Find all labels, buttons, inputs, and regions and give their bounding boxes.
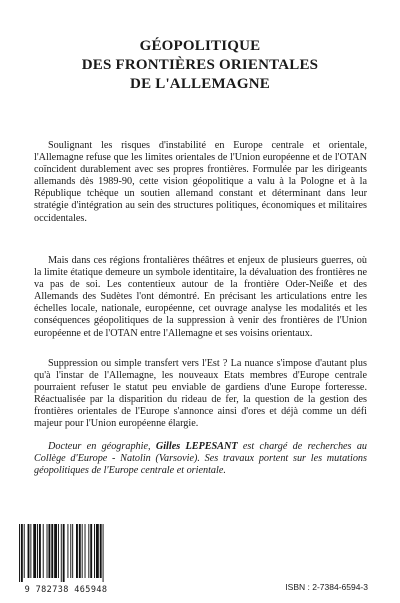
author-name: Gilles LEPESANT (155, 441, 238, 452)
barcode-bar (88, 524, 89, 578)
barcode-bar (103, 524, 104, 582)
book-title (0, 37, 400, 94)
barcode-bar (79, 524, 81, 578)
paragraph-2-text: Mais dans ces régions frontalières théâtres et enjeux de plusieurs guerres, où la limite étatique demeure un symbole identitaire, la dévaluation des frontières ne va pas de soi. Les contentieux autour de la frontière Oder-Neiße et des Allemands des Sudètes l'ont démontré. En précisant les articulations entre les échelles locale, nationale, européenne, cet ouvrage analyse les modalités et les conséquences géopolitiques de la suppression à venir des frontières de l'Union européenne et de l'OTAN entre l'Allemagne et ses voisins orientaux. (34, 255, 367, 339)
barcode-bar (63, 524, 65, 582)
barcode-bar (72, 524, 73, 578)
barcode-bar (21, 524, 23, 582)
barcode-bar (39, 524, 41, 578)
bio-after: est chargé de recherches au Collège d'Europe - Natolin (Varsovie). Ses travaux portent sur les mutations géopolitiques de l'Europe centrale et orientale. (34, 441, 368, 477)
title-line-1: GÉOPOLITIQUE (139, 38, 261, 54)
barcode-bar (85, 524, 86, 578)
barcode-bar (58, 524, 59, 578)
paragraph-3 (34, 358, 367, 439)
barcode-bar (54, 524, 57, 578)
barcode-bar (96, 524, 99, 578)
paragraph-1 (34, 140, 367, 233)
barcode-bar (82, 524, 83, 578)
title-line-3: DE L'ALLEMAGNE (130, 76, 270, 92)
title-line-2: DES FRONTIÈRES ORIENTALES (81, 57, 319, 73)
paragraph-2 (34, 255, 367, 348)
paragraph-1-text: Soulignant les risques d'instabilité en Europe centrale et orientale, l'Allemagne refuse que les limites orientales de l'Union européenne et de l'OTAN coïncident durablement avec ses propres frontières. Formulée par les dirigeants allemands dès 1989-90, cette vision géopolitique a valu à la Pologne et à la République tchèque un soutien allemand constant et déterminant dans leur stratégie d'intégration au sein des structures politiques, économiques et militaires occidentales. (34, 140, 367, 224)
barcode-bars-icon (11, 520, 121, 582)
bio-before: Docteur en géographie, (48, 441, 156, 452)
barcode-bar (19, 524, 20, 582)
barcode-bar (33, 524, 36, 578)
barcode-bar (37, 524, 38, 578)
barcode-bar (90, 524, 92, 578)
barcode-bar (100, 524, 102, 578)
barcode-bar (70, 524, 71, 578)
isbn-number: ISBN : 2-7384-6594-3 (285, 582, 368, 592)
barcode-digits: 9 782738 465948 (24, 585, 108, 595)
barcode-bar (51, 524, 53, 578)
barcode-bar (30, 524, 31, 578)
barcode-bar (94, 524, 95, 578)
barcode-bar (24, 524, 25, 578)
barcode-bar (76, 524, 78, 578)
paragraph-3-text: Suppression ou simple transfert vers l'Est ? La nuance s'impose d'autant plus qu'à l'instar de l'Allemagne, les nouveaux Etats membres d'Europe centrale pourraient refuser le statut peu enviable de gardiens d'une Europe forteresse. Réactualisée par la disparition du rideau de fer, la question de la gestion des frontières orientales de l'Europe s'annonce ainsi d'ores et déjà comme un défi majeur pour l'Union européenne élargie. (34, 358, 367, 430)
barcode-bar (43, 524, 44, 578)
barcode-bar (48, 524, 50, 578)
barcode-bar (67, 524, 68, 578)
barcode-bar (28, 524, 30, 578)
author-bio (34, 441, 367, 477)
barcode (11, 520, 121, 592)
barcode-bar (47, 524, 48, 578)
barcode-bar (61, 524, 62, 582)
